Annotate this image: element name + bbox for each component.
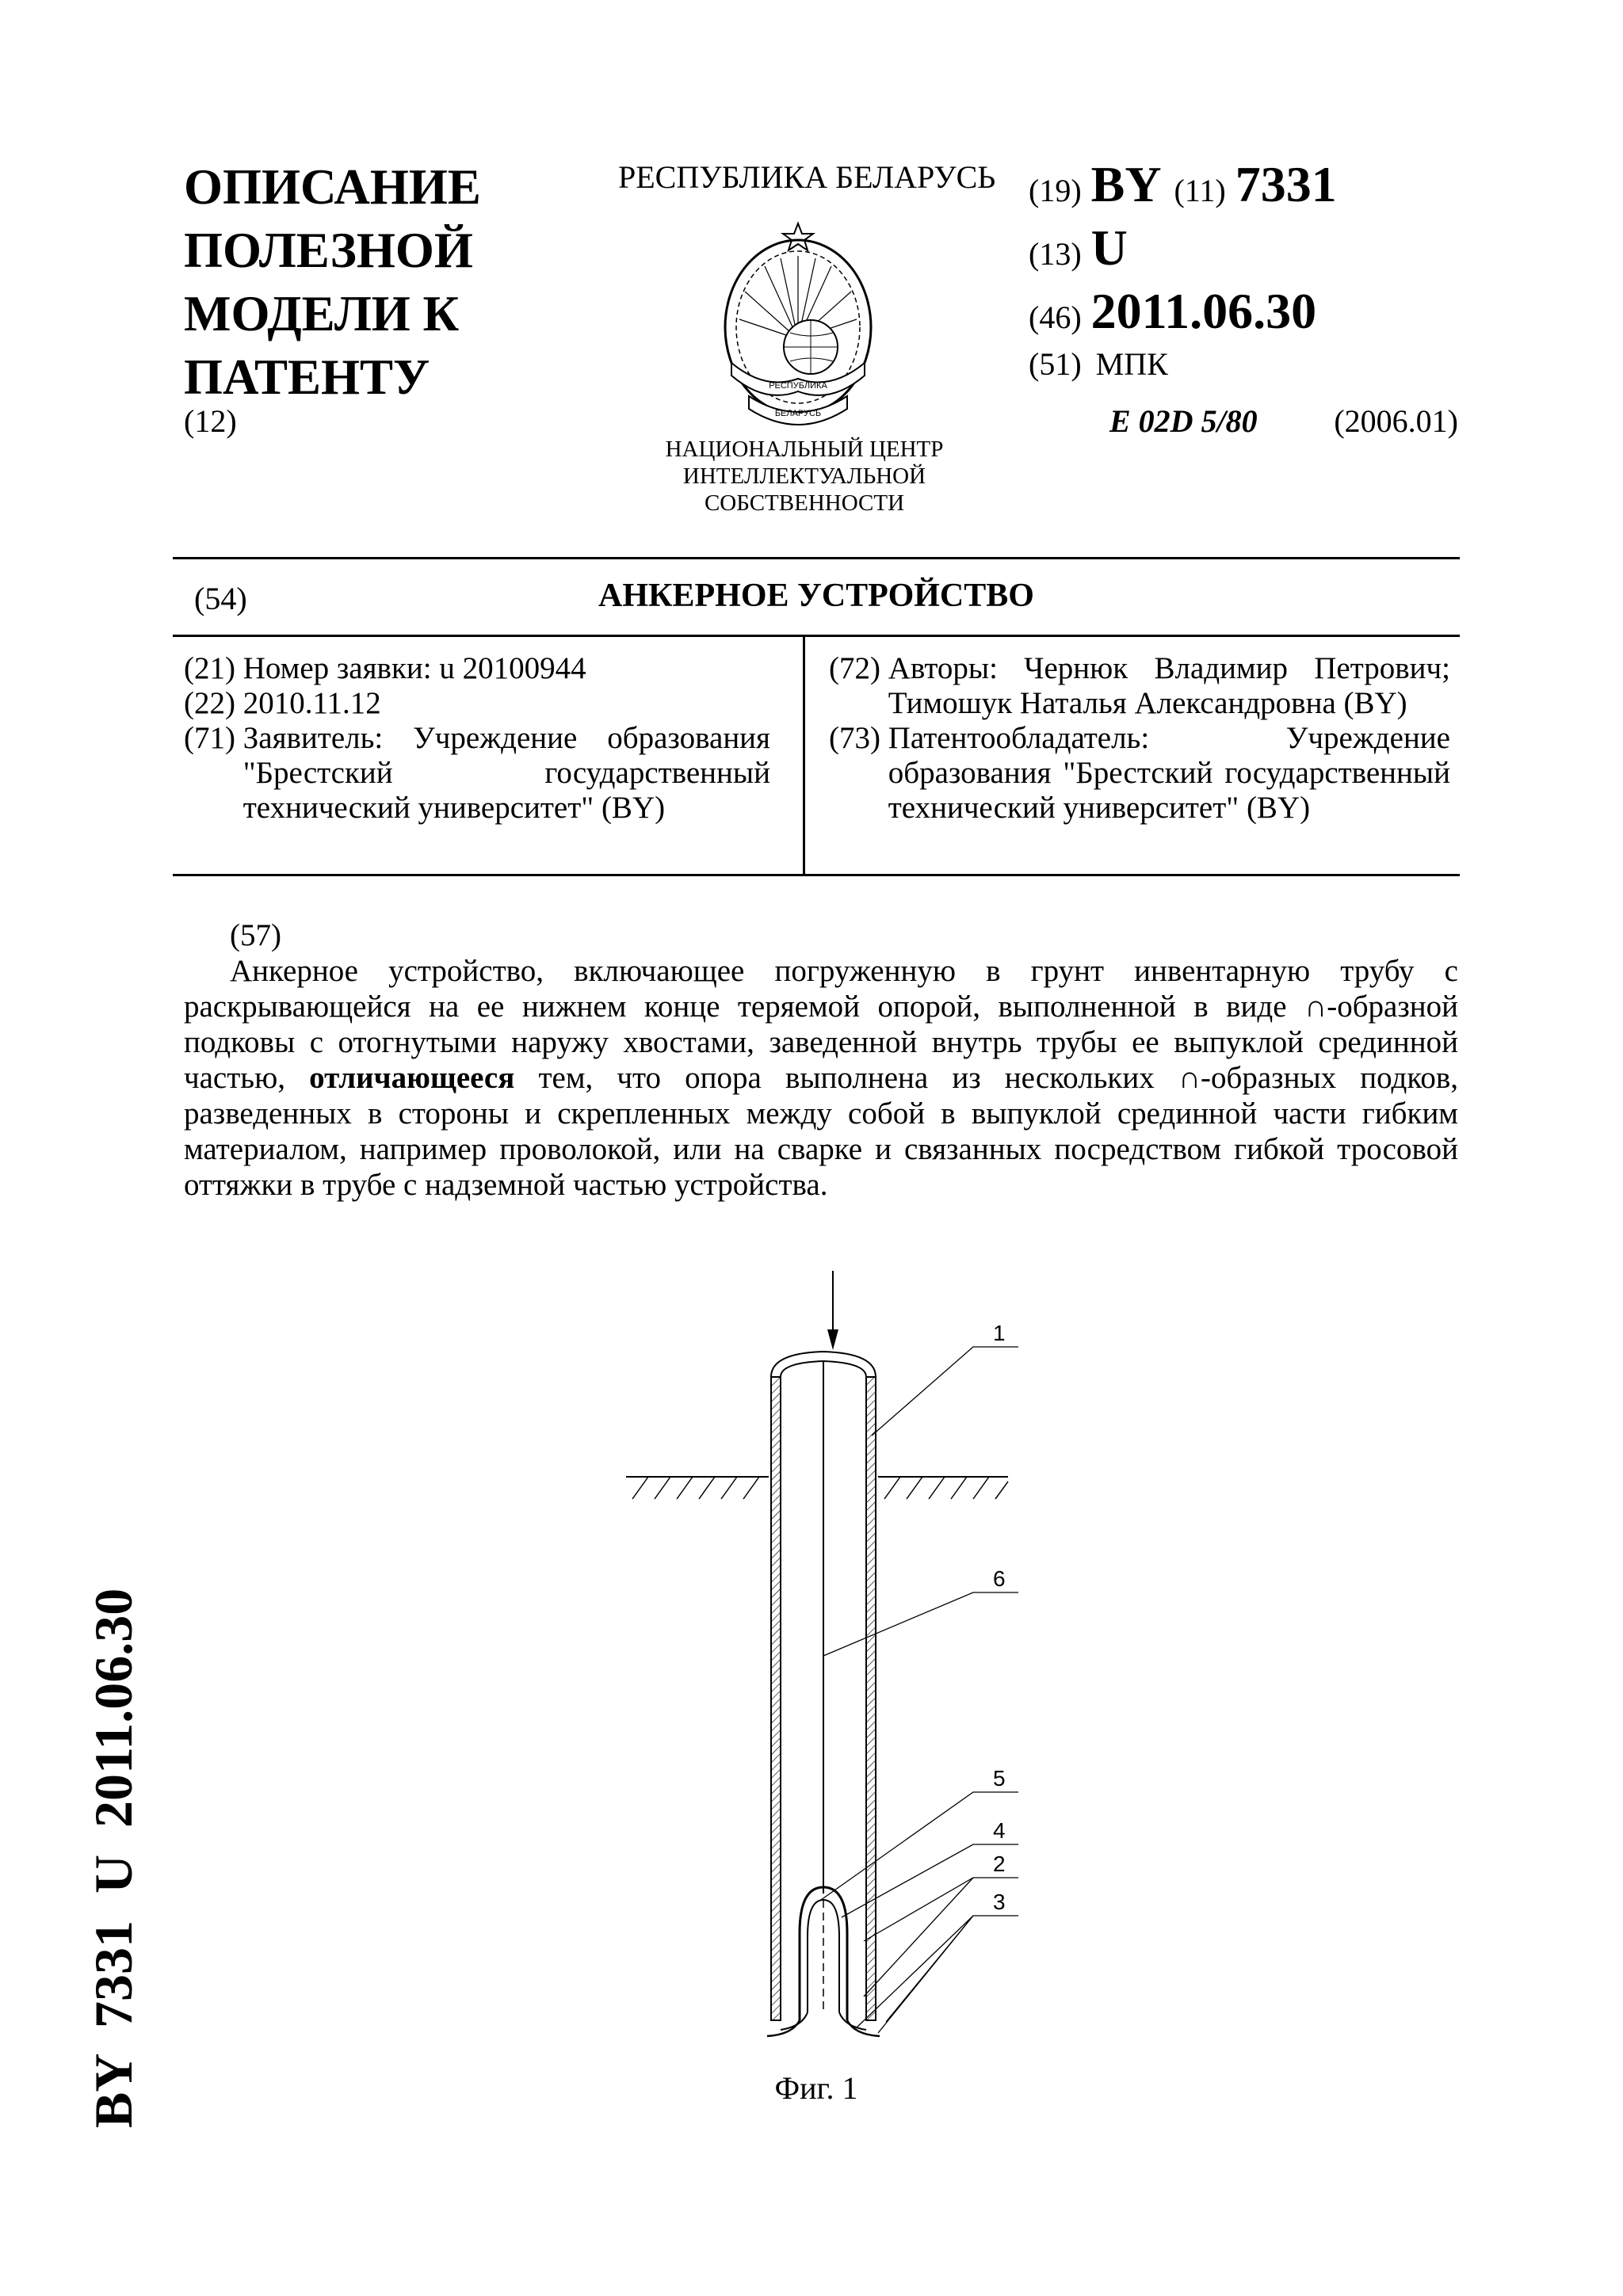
inid-51: (51) — [1029, 346, 1082, 382]
inid-19: (19) — [1029, 173, 1082, 208]
field-22: (22) 2010.11.12 — [184, 686, 770, 721]
leader-lines — [821, 1347, 1018, 2033]
ipc-code: E 02D 5/80 — [1109, 403, 1258, 439]
ipc-label: МПК — [1095, 346, 1168, 382]
state-emblem-icon — [717, 220, 880, 434]
kind-code: U — [1090, 219, 1128, 276]
ground-hatching — [632, 1477, 1008, 1499]
side-publication-label: BY 7331 U 2011.06.30 — [83, 1588, 143, 2128]
document-type-title: ОПИСАНИЕ ПОЛЕЗНОЙ МОДЕЛИ К ПАТЕНТУ — [184, 159, 481, 405]
application-number: Номер заявки: u 20100944 — [242, 651, 586, 685]
inid-11: (11) — [1174, 173, 1226, 208]
ipc-line — [1029, 345, 1472, 393]
load-arrow-head — [827, 1329, 838, 1350]
abstract-text: Анкерное устройство, включающее погруженную в грунт инвентарную трубу с раскрывающейся на ее нижнем конце теряемой опорой, выполненной в виде ∩-образной подковы с отогнутыми наружу хвостами, заведенной внутрь трубы ее выпуклой срединной частью, отличающееся тем, что опора выполнена из нескольких ∩-образных подков, разведенных в стороны и скрепленных между собой в выпуклой срединной части гибким материалом, например проволокой, или на сварке и связанных посредством гибкой тросовой оттяжки в трубе с надземной частью устройства. — [184, 954, 1458, 1202]
kind-code-line — [1029, 219, 1472, 282]
patent-number: 7331 — [1235, 156, 1337, 212]
invention-title: АНКЕРНОЕ УСТРОЙСТВО — [598, 578, 1034, 614]
field-72: (72) Авторы: Чернюк Владимир Петрович; Тимошук Наталья Александровна (BY) — [829, 651, 1450, 720]
author-fields — [829, 651, 1450, 826]
divider-title-bottom — [173, 635, 1460, 637]
ref-label-1: 1 — [993, 1321, 1006, 1345]
publication-date-line — [1029, 282, 1472, 345]
abstract-emphasis: отличающееся — [309, 1061, 515, 1095]
inid-13: (13) — [1029, 236, 1082, 272]
tail-right — [847, 2020, 880, 2036]
divider-table-bottom — [173, 874, 1460, 876]
ipc-version: (2006.01) — [1334, 403, 1458, 439]
publication-date: 2011.06.30 — [1090, 283, 1317, 339]
applicant-fields — [184, 651, 770, 826]
patent-office-name: НАЦИОНАЛЬНЫЙ ЦЕНТР ИНТЕЛЛЕКТУАЛЬНОЙ СОБСТВЕННОСТИ — [665, 437, 944, 516]
pipe-wall-left — [771, 1377, 781, 2020]
emblem-text-bottom: БЕЛАРУСЬ — [774, 409, 822, 418]
figure-caption: Фиг. 1 — [774, 2070, 858, 2106]
inid-46: (46) — [1029, 299, 1082, 335]
authors: Авторы: Чернюк Владимир Петрович; Тимошук Наталья Александровна (BY) — [888, 651, 1450, 720]
divider-top — [173, 557, 1460, 559]
field-21: (21) Номер заявки: u 20100944 — [184, 651, 770, 686]
bibliographic-codes — [1029, 155, 1472, 393]
inid-54: (54) — [194, 581, 247, 616]
pipe-wall-right — [866, 1377, 876, 2020]
ipc-classification — [1109, 402, 1458, 440]
figure-1-drawing — [610, 1260, 1022, 2052]
inid-57: (57) — [230, 918, 281, 952]
field-73: (73) Патентообладатель: Учреждение образования "Брестский государственный технический университет" (BY) — [829, 721, 1450, 825]
field-71: (71) Заявитель: Учреждение образования "Брестский государственный технический университет" (BY) — [184, 721, 770, 825]
ref-label-4: 4 — [993, 1818, 1006, 1843]
ref-label-3: 3 — [993, 1890, 1006, 1914]
column-divider — [803, 636, 805, 874]
filing-date: 2010.11.12 — [242, 686, 381, 720]
country-name: РЕСПУБЛИКА БЕЛАРУСЬ — [618, 159, 996, 195]
publication-number-line — [1029, 155, 1472, 219]
ref-label-6: 6 — [993, 1566, 1006, 1591]
emblem-text-top: РЕСПУБЛИКА — [769, 381, 827, 391]
patent-owner: Патентообладатель: Учреждение образования "Брестский государственный технический университет" (BY) — [888, 721, 1450, 825]
document-type-code: (12) — [184, 403, 237, 439]
ref-label-2: 2 — [993, 1852, 1006, 1876]
country-code: BY — [1090, 156, 1162, 212]
tail-left — [767, 2020, 800, 2036]
ref-label-5: 5 — [993, 1766, 1006, 1791]
applicant: Заявитель: Учреждение образования "Брестский государственный технический университет" (BY) — [242, 721, 770, 825]
